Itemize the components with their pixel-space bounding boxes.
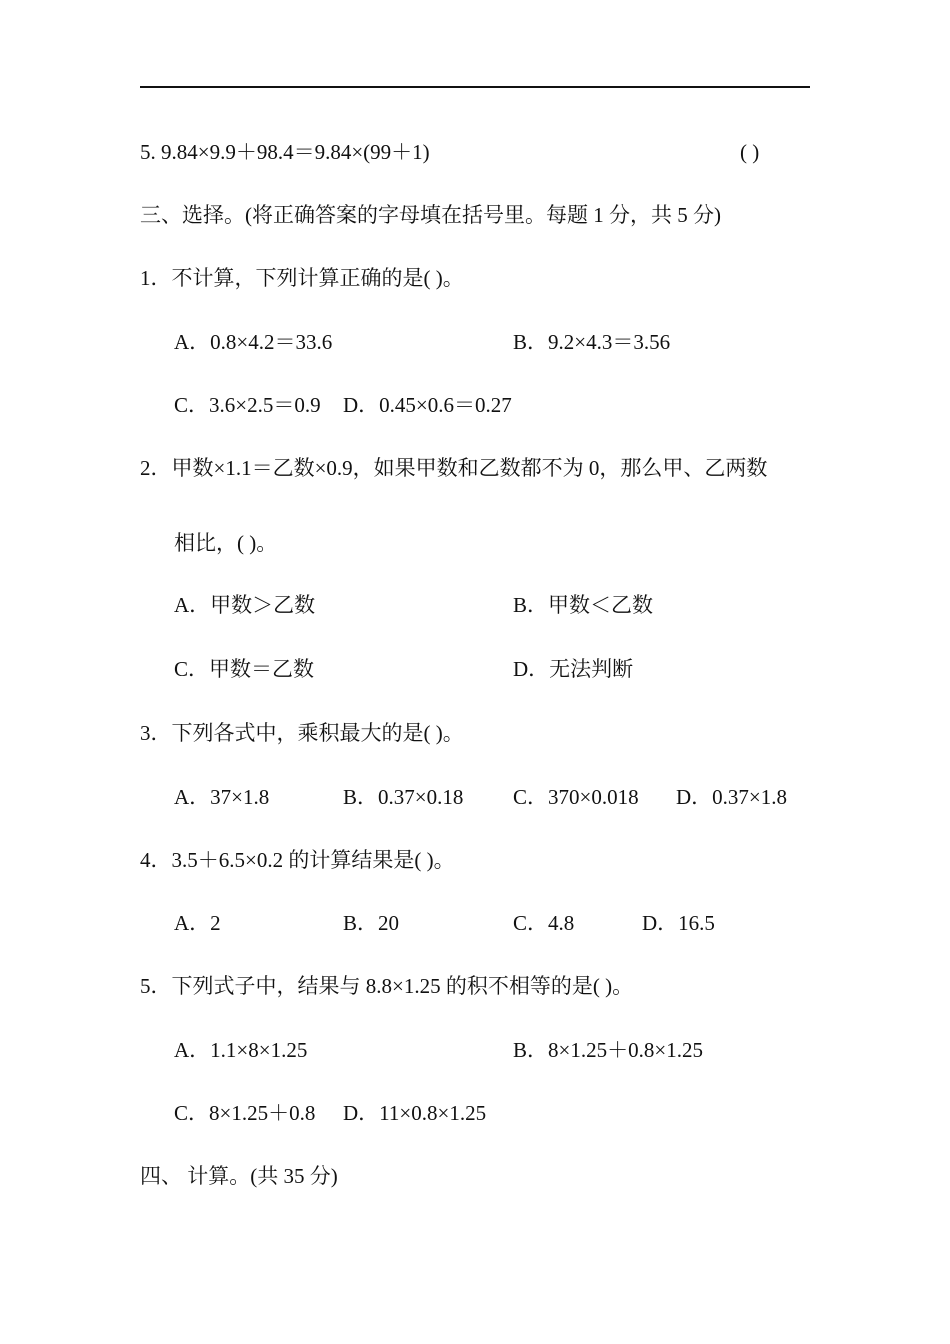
q1-option-a: A．0.8×4.2＝33.6 [174, 330, 333, 354]
q4-option-c: C．4.8 [513, 911, 575, 935]
q1-option-c: C．3.6×2.5＝0.9 [174, 393, 321, 417]
question-2-stem-continued: 相比，( )。 [174, 531, 278, 555]
q4-option-a: A．2 [174, 911, 221, 935]
question-1-stem: 1．不计算，下列计算正确的是( )。 [140, 266, 464, 290]
q5-option-c: C．8×1.25＋0.8 [174, 1101, 316, 1125]
q2-option-d: D．无法判断 [513, 657, 634, 681]
q2-option-a: A．甲数＞乙数 [174, 593, 316, 617]
q2-option-b: B．甲数＜乙数 [513, 593, 654, 617]
section-4-title: 四、 计算。(共 35 分) [140, 1164, 338, 1188]
top-rule [140, 86, 810, 88]
q5-option-a: A．1.1×8×1.25 [174, 1038, 308, 1062]
q2-option-c: C．甲数＝乙数 [174, 657, 315, 681]
q4-option-d: D．16.5 [642, 911, 715, 935]
q5-option-b: B．8×1.25＋0.8×1.25 [513, 1038, 703, 1062]
judge-question-5: 5. 9.84×9.9＋98.4＝9.84×(99＋1) [140, 140, 430, 164]
question-3-stem: 3．下列各式中，乘积最大的是( )。 [140, 721, 464, 745]
q3-option-c: C．370×0.018 [513, 785, 639, 809]
section-3-title: 三、选择。(将正确答案的字母填在括号里。每题 1 分，共 5 分) [140, 203, 721, 227]
q3-option-b: B．0.37×0.18 [343, 785, 464, 809]
q4-option-b: B．20 [343, 911, 400, 935]
q1-option-b: B．9.2×4.3＝3.56 [513, 330, 671, 354]
q3-option-a: A．37×1.8 [174, 785, 270, 809]
question-4-stem: 4．3.5＋6.5×0.2 的计算结果是( )。 [140, 848, 455, 872]
q5-option-d: D．11×0.8×1.25 [343, 1101, 487, 1125]
q1-option-d: D．0.45×0.6＝0.27 [343, 393, 512, 417]
question-2-stem: 2．甲数×1.1＝乙数×0.9，如果甲数和乙数都不为 0，那么甲、乙两数 [140, 456, 768, 480]
answer-bracket: ( ) [740, 140, 760, 164]
q3-option-d: D．0.37×1.8 [676, 785, 788, 809]
question-5-stem: 5．下列式子中，结果与 8.8×1.25 的积不相等的是( )。 [140, 974, 634, 998]
